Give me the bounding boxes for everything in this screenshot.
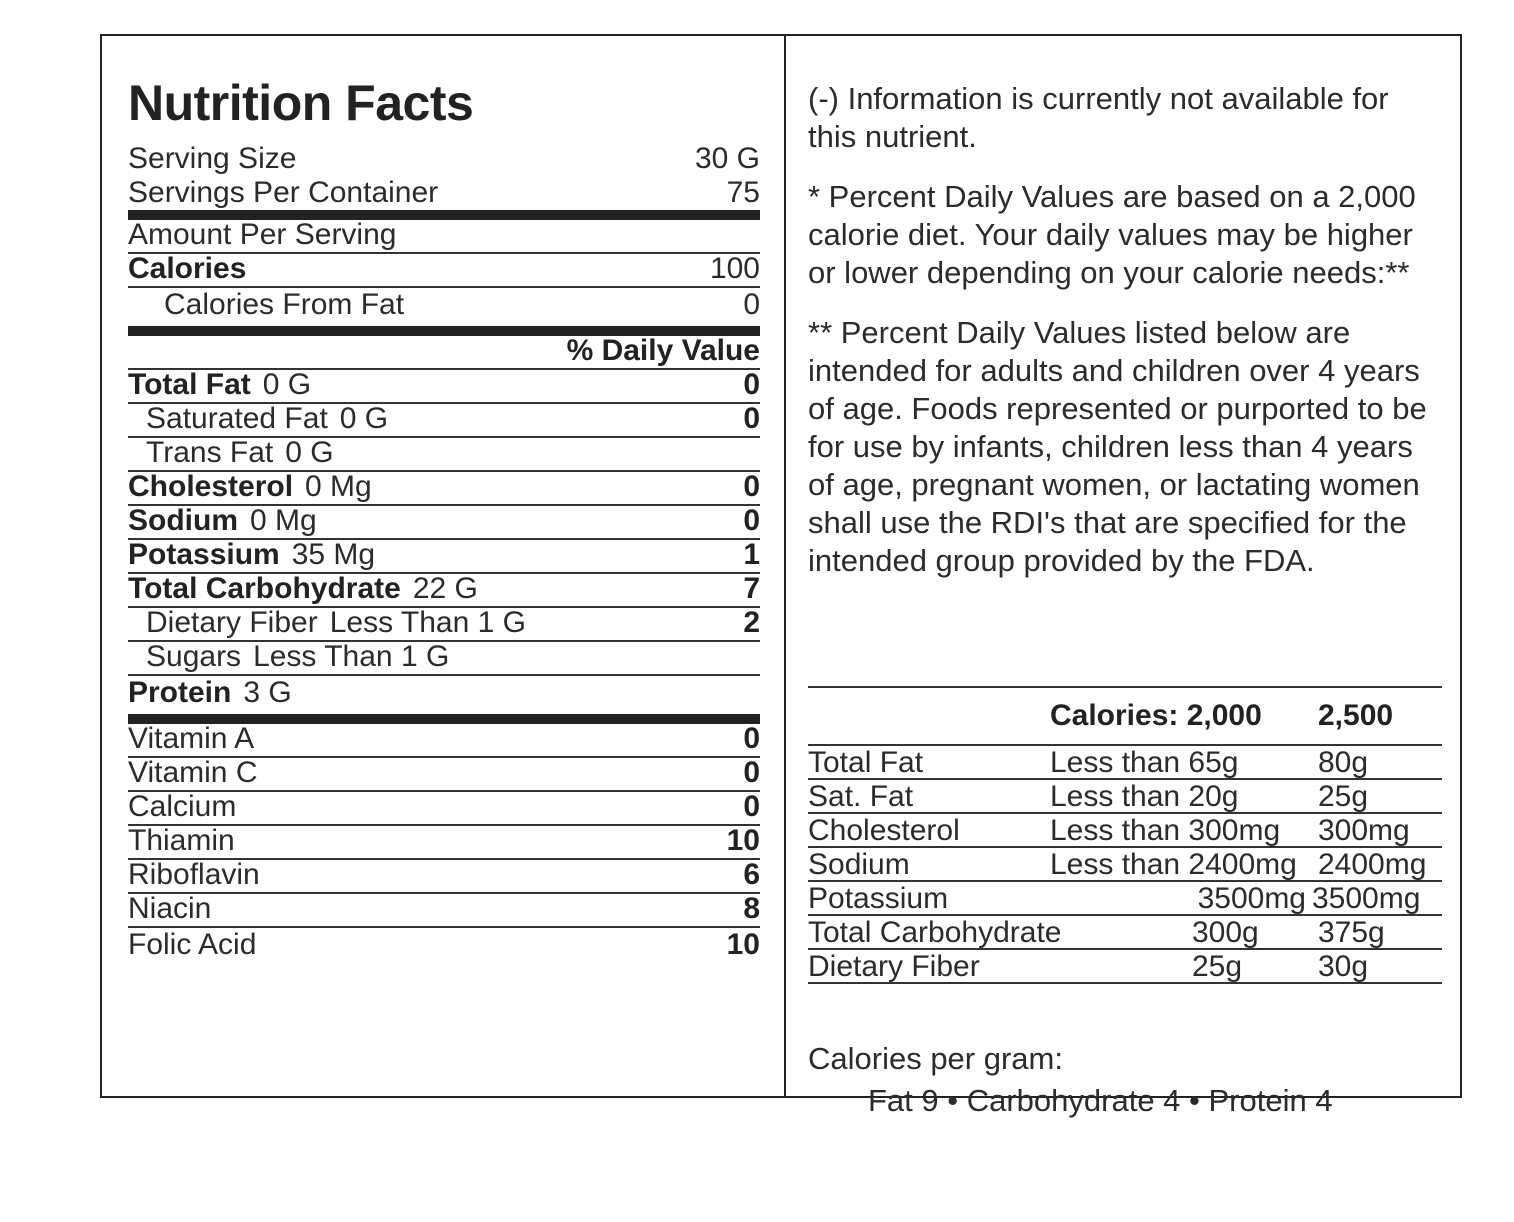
nutrient-row-potassium — [128, 540, 760, 574]
vitamin-row-calcium — [128, 792, 760, 826]
nutrition-label — [100, 34, 1462, 1118]
ref-col2: 300g — [1192, 916, 1259, 949]
nutrient-name: Saturated Fat — [146, 402, 328, 435]
nutrient-amount: Less Than 1 G — [329, 606, 526, 639]
ref-name: Potassium — [808, 882, 949, 915]
nutrient-name: Dietary Fiber — [146, 606, 318, 639]
nutrient-dv: 2 — [743, 606, 760, 639]
table-row — [808, 780, 1442, 814]
ref-col3: 300mg — [1318, 814, 1410, 847]
amount-per-serving-label: Amount Per Serving — [128, 218, 397, 251]
vitamin-row-vitamin-a — [128, 724, 760, 758]
vitamin-dv: 10 — [726, 824, 760, 857]
ref-col2: 25g — [1192, 950, 1243, 983]
vitamin-dv: 0 — [743, 790, 760, 823]
nutrition-facts-panel — [128, 76, 760, 962]
nutrient-name: Trans Fat — [146, 436, 274, 469]
calories-per-gram-label: Calories per gram: — [808, 1041, 1063, 1076]
calories-from-fat-value: 0 — [743, 288, 760, 321]
nutrient-row-saturated-fat — [128, 404, 760, 438]
calories-row — [128, 254, 760, 288]
nutrient-row-protein — [128, 676, 760, 710]
vitamin-name: Folic Acid — [128, 928, 257, 961]
nutrient-dv: 7 — [743, 572, 760, 605]
table-row — [808, 746, 1442, 780]
vitamin-dv: 8 — [743, 892, 760, 925]
nutrient-amount: 0 G — [262, 368, 312, 401]
servings-per-container-value: 75 — [726, 176, 760, 209]
ref-col3: 80g — [1318, 746, 1369, 779]
reference-table-header — [808, 688, 1442, 746]
nutrient-name: Sodium — [128, 504, 238, 537]
calories-per-gram-values: Fat 9 • Carbohydrate 4 • Protein 4 — [868, 1083, 1333, 1118]
vitamin-row-thiamin — [128, 826, 760, 860]
ref-name: Sodium — [808, 848, 910, 881]
serving-size-label: Serving Size — [128, 142, 297, 175]
serving-size-value: 30 G — [694, 142, 760, 175]
ref-col2: Less than 300mg — [1050, 814, 1281, 847]
nutrient-name: Total Fat — [128, 368, 251, 401]
servings-per-container-row — [128, 176, 760, 210]
ref-name: Total Fat — [808, 746, 924, 779]
nutrient-amount: 0 Mg — [250, 504, 317, 537]
nutrient-row-total-fat — [128, 370, 760, 404]
ref-col3: 2400mg — [1318, 848, 1427, 881]
table-row — [808, 882, 1442, 916]
vitamin-dv: 6 — [743, 858, 760, 891]
vitamin-name: Thiamin — [128, 824, 235, 857]
nutrient-name: Sugars — [146, 640, 242, 673]
vitamin-name: Calcium — [128, 790, 237, 823]
ref-col2: Less than 65g — [1050, 746, 1239, 779]
vitamin-row-vitamin-c — [128, 758, 760, 792]
nutrient-amount: 35 Mg — [291, 538, 376, 571]
nutrient-row-dietary-fiber — [128, 608, 760, 642]
nutrient-dv: 0 — [743, 504, 760, 537]
header-calories-2500: 2,500 — [1318, 699, 1394, 732]
nutrient-amount: 22 G — [412, 572, 478, 605]
nutrient-row-total-carbohydrate — [128, 574, 760, 608]
ref-name: Dietary Fiber — [808, 950, 980, 983]
column-divider — [784, 36, 786, 1096]
calories-from-fat-label: Calories From Fat — [164, 288, 405, 321]
ref-name: Sat. Fat — [808, 780, 914, 813]
nutrient-amount: 3 G — [243, 676, 292, 709]
vitamin-dv: 10 — [726, 928, 760, 961]
nutrient-name: Cholesterol — [128, 470, 294, 503]
ref-col2: Less than 20g — [1050, 780, 1239, 813]
ref-col2: 3500mg — [1197, 882, 1306, 915]
vitamin-name: Niacin — [128, 892, 212, 925]
ref-col3: 3500mg — [1312, 882, 1421, 915]
table-row — [808, 950, 1442, 984]
table-row — [808, 848, 1442, 882]
nutrient-row-cholesterol — [128, 472, 760, 506]
ref-col3: 30g — [1318, 950, 1369, 983]
servings-per-container-label: Servings Per Container — [128, 176, 439, 209]
note-daily-values: * Percent Daily Values are based on a 2,000 calorie diet. Your daily values may be higher or lower depending on your calorie needs:** — [808, 179, 1416, 290]
daily-value-header-row — [128, 336, 760, 370]
reference-table — [808, 686, 1442, 984]
note-not-available: (-) Information is currently not available for this nutrient. — [808, 81, 1389, 154]
nutrient-dv: 0 — [743, 368, 760, 401]
ref-name: Total Carbohydrate — [808, 916, 1062, 949]
nutrient-row-sodium — [128, 506, 760, 540]
nutrient-amount: Less Than 1 G — [253, 640, 450, 673]
page-title: Nutrition Facts — [128, 75, 474, 131]
nutrient-dv: 0 — [743, 402, 760, 435]
nutrient-row-sugars — [128, 642, 760, 676]
nutrient-dv: 1 — [743, 538, 760, 571]
nutrient-name: Potassium — [128, 538, 280, 571]
nutrient-amount: 0 G — [339, 402, 389, 435]
amount-per-serving-row — [128, 220, 760, 254]
vitamin-name: Riboflavin — [128, 858, 260, 891]
serving-size-row — [128, 142, 760, 176]
nutrient-dv: 0 — [743, 470, 760, 503]
header-calories-2000: Calories: 2,000 — [1050, 699, 1262, 732]
nutrient-row-trans-fat — [128, 438, 760, 472]
table-row — [808, 814, 1442, 848]
nutrient-amount: 0 G — [285, 436, 334, 469]
vitamin-row-riboflavin — [128, 860, 760, 894]
daily-value-header: % Daily Value — [566, 334, 760, 367]
calories-label: Calories — [128, 252, 247, 285]
ref-name: Cholesterol — [808, 814, 960, 847]
vitamin-name: Vitamin A — [128, 722, 255, 755]
vitamin-row-niacin — [128, 894, 760, 928]
nutrient-name: Protein — [128, 676, 232, 709]
table-row — [808, 916, 1442, 950]
nutrient-name: Total Carbohydrate — [128, 572, 401, 605]
vitamin-name: Vitamin C — [128, 756, 258, 789]
calories-value: 100 — [709, 252, 760, 285]
calories-per-gram — [808, 1038, 1442, 1122]
note-rdi: ** Percent Daily Values listed below are intended for adults and children over 4 years of age. Foods represented or purported to be for use by infants, children less than 4 years of age, pregnant women, or lactating women shall use the RDI's that are specified for the intended group provided by the FDA. — [808, 315, 1427, 578]
ref-col2: Less than 2400mg — [1050, 848, 1297, 881]
footnotes-panel — [808, 80, 1442, 1118]
nutrient-amount: 0 Mg — [305, 470, 372, 503]
vitamin-row-folic-acid — [128, 928, 760, 962]
vitamin-dv: 0 — [743, 722, 760, 755]
ref-col3: 375g — [1318, 916, 1385, 949]
vitamin-dv: 0 — [743, 756, 760, 789]
ref-col3: 25g — [1318, 780, 1369, 813]
calories-from-fat-row — [128, 288, 760, 322]
